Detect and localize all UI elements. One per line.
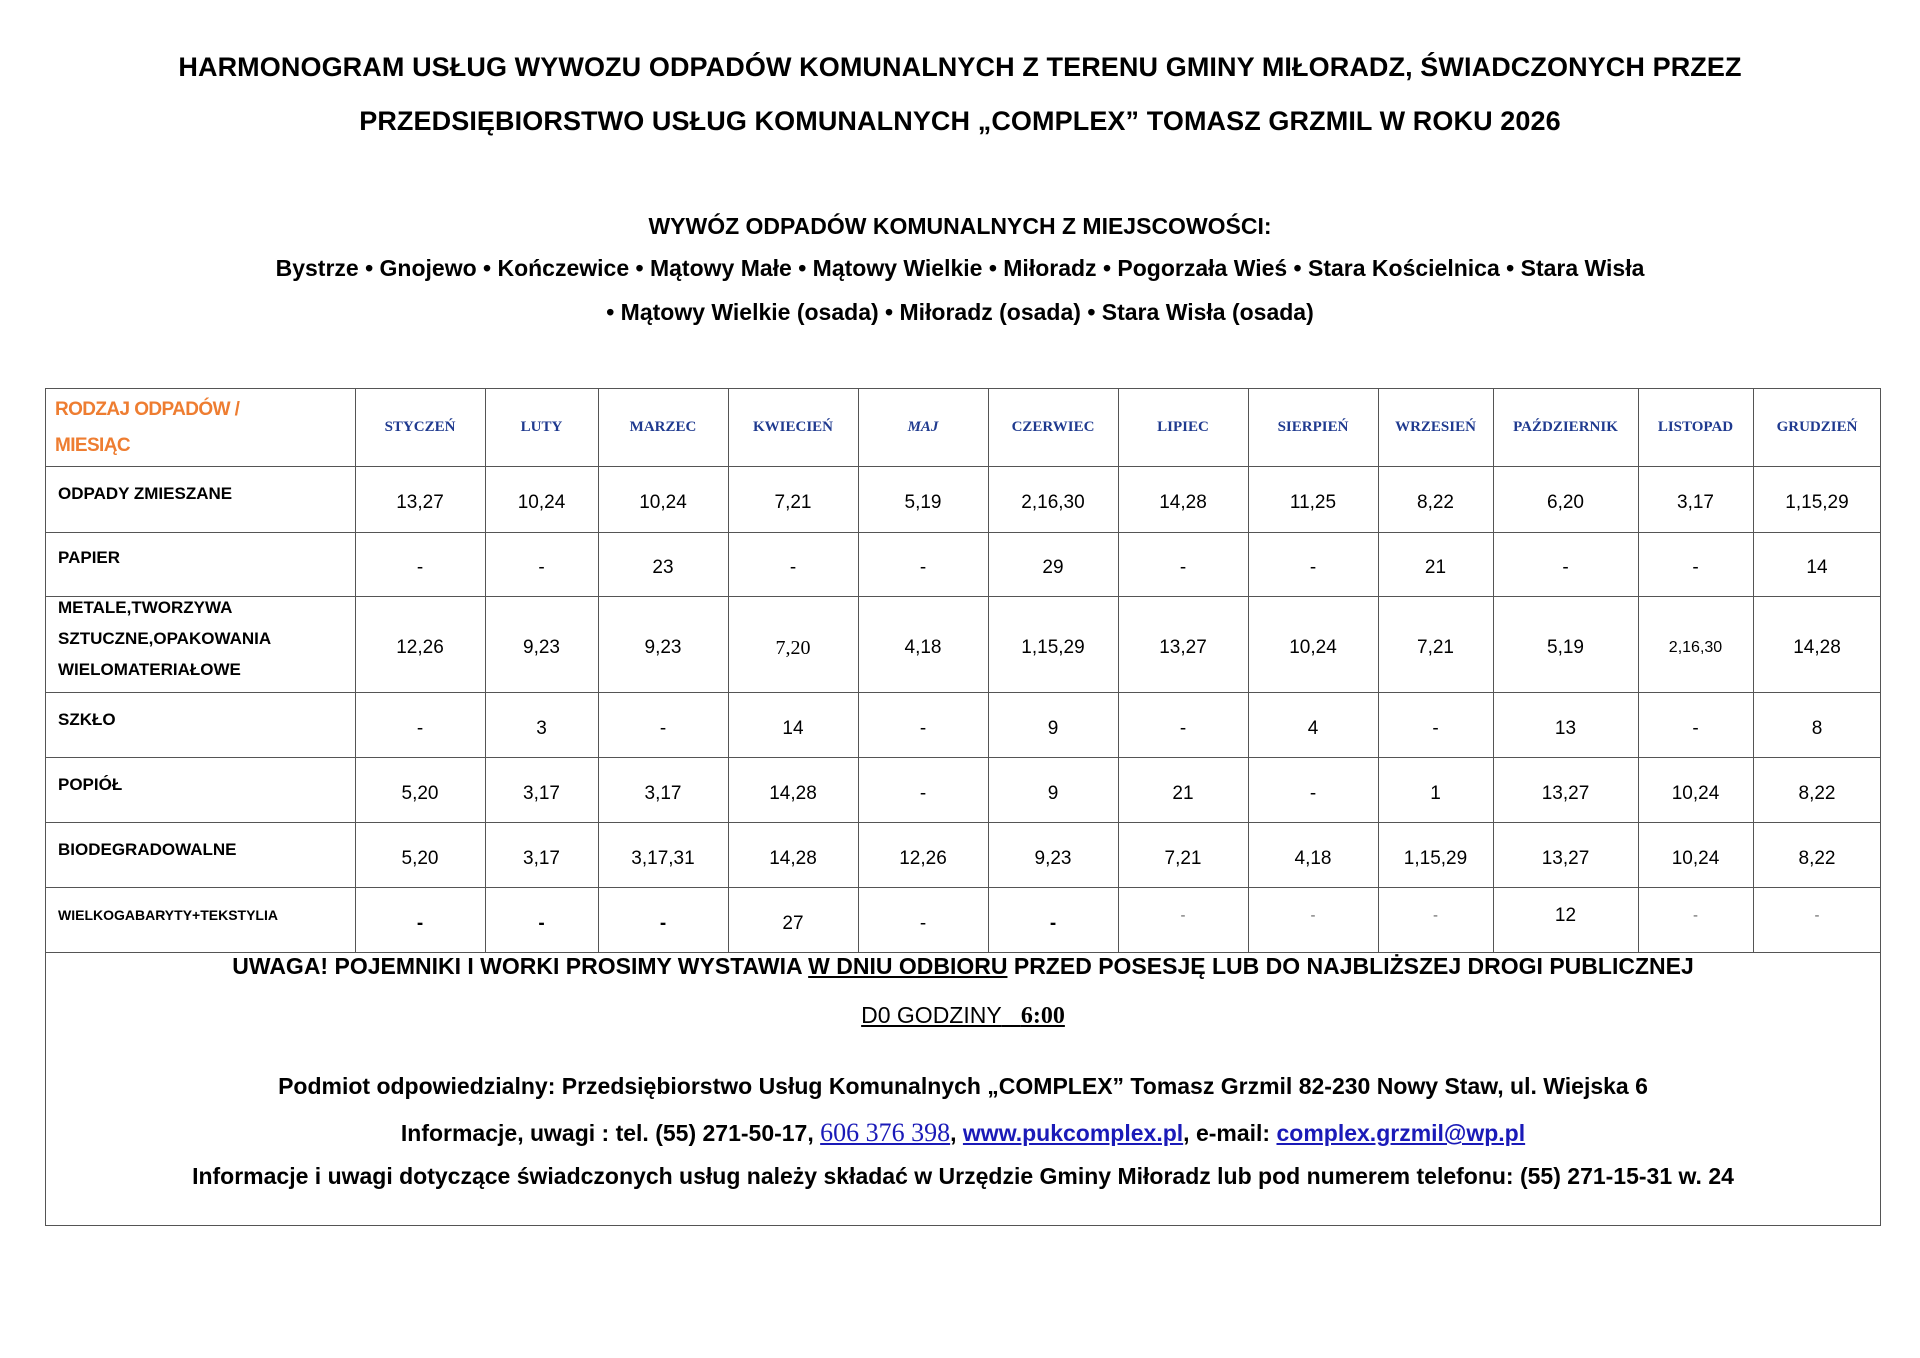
cell-szklo-czerwiec: 9 — [1047, 717, 1059, 739]
cell-popiol-czerwiec: 9 — [1047, 782, 1059, 804]
month-header-czerwiec: CZERWIEC — [1011, 418, 1095, 435]
cell-popiol-maj: - — [919, 782, 927, 804]
cell-papier-kwiecien: - — [789, 557, 797, 578]
cell-szklo-pazdziernik: 13 — [1554, 717, 1577, 739]
cell-wielkogabaryty-czerwiec: - — [1049, 912, 1057, 934]
footer-office-info: Informacje i uwagi dotyczące świadczonych usług należy składać w Urzędzie Gminy Miłoradz lub pod numerem telefonu: (55) 271-15-31 w. 24 — [192, 1163, 1734, 1189]
month-header-lipiec: LIPIEC — [1157, 418, 1209, 435]
cell-szklo-sierpien: 4 — [1307, 717, 1319, 739]
cell-metale-maj: 4,18 — [904, 637, 942, 658]
cell-metale-styczen: 12,26 — [396, 637, 444, 658]
cell-wielkogabaryty-grudzien: - — [1814, 907, 1820, 924]
cell-zmieszane-lipiec: 14,28 — [1159, 492, 1207, 513]
month-header-wrzesien: WRZESIEŃ — [1395, 418, 1476, 435]
cell-papier-luty: - — [538, 557, 545, 578]
footer-contact-line — [45, 1118, 1881, 1148]
document-title-line-2: PRZEDSIĘBIORSTWO USŁUG KOMUNALNYCH „COMPLEX” TOMASZ GRZMIL W ROKU 2026 — [359, 106, 1561, 136]
cell-zmieszane-sierpien: 11,25 — [1289, 492, 1337, 513]
cell-szklo-grudzien: 8 — [1811, 717, 1823, 739]
notice-line-1 — [45, 953, 1881, 980]
cell-papier-czerwiec: 29 — [1042, 557, 1064, 578]
row-label-popiol: POPIÓŁ — [58, 775, 123, 794]
month-header-kwiecien: KWIECIEŃ — [752, 418, 834, 435]
cell-szklo-styczen: - — [416, 717, 424, 739]
email-link[interactable]: complex.grzmil@wp.pl — [1276, 1120, 1526, 1146]
notice-line-2 — [45, 1002, 1881, 1030]
cell-popiol-marzec: 3,17 — [644, 782, 682, 804]
cell-papier-maj: - — [919, 557, 927, 578]
row-divider — [45, 466, 1881, 467]
locations-list-line-1: Bystrze • Gnojewo • Kończewice • Mątowy Małe • Mątowy Wielkie • Miłoradz • Pogorzała Wieś • Stara Kościelnica • Stara Wisła — [275, 255, 1645, 281]
website-link[interactable]: www.pukcomplex.pl — [962, 1120, 1184, 1146]
cell-zmieszane-styczen: 13,27 — [396, 492, 444, 513]
cell-metale-sierpien: 10,24 — [1289, 637, 1337, 658]
row-label-zmieszane: ODPADY ZMIESZANE — [58, 484, 233, 503]
cell-papier-lipiec: - — [1179, 557, 1187, 578]
cell-papier-wrzesien: 21 — [1424, 557, 1447, 578]
footer-separator-1: , — [950, 1120, 963, 1146]
cell-szklo-lipiec: - — [1179, 717, 1187, 739]
cell-wielkogabaryty-listopad: - — [1693, 907, 1698, 924]
corner-header-line-1: RODZAJ ODPADÓW / — [55, 399, 240, 420]
cell-zmieszane-wrzesien: 8,22 — [1417, 492, 1454, 513]
cell-papier-listopad: - — [1692, 557, 1699, 578]
cell-metale-grudzien: 14,28 — [1793, 637, 1841, 658]
cell-zmieszane-luty: 10,24 — [517, 492, 566, 513]
month-header-maj: MAJ — [907, 418, 939, 435]
cell-zmieszane-czerwiec: 2,16,30 — [1021, 492, 1085, 513]
month-header-grudzien: GRUDZIEŃ — [1776, 418, 1858, 435]
footer-responsible-entity: Podmiot odpowiedzialny: Przedsiębiorstwo Usług Komunalnych „COMPLEX” Tomasz Grzmil 82-230 Nowy Staw, ul. Wiejska 6 — [278, 1073, 1648, 1099]
row-label-line: WIELOMATERIAŁOWE — [58, 660, 241, 679]
row-label-line: SZTUCZNE,OPAKOWANIA — [58, 629, 272, 648]
cell-metale-lipiec: 13,27 — [1159, 637, 1207, 658]
cell-szklo-luty: 3 — [536, 717, 547, 739]
phone-link[interactable]: 606 376 398 — [820, 1118, 951, 1147]
cell-popiol-grudzien: 8,22 — [1798, 782, 1836, 804]
cell-szklo-maj: - — [919, 717, 927, 739]
cell-wielkogabaryty-maj: - — [919, 912, 927, 934]
cell-zmieszane-kwiecien: 7,21 — [774, 492, 812, 513]
cell-papier-grudzien: 14 — [1806, 557, 1828, 578]
row-label-wielkogabaryty: WIELKOGABARYTY+TEKSTYLIA — [58, 907, 278, 923]
cell-zmieszane-pazdziernik: 6,20 — [1547, 492, 1584, 513]
cell-papier-sierpien: - — [1309, 557, 1317, 578]
row-label-papier: PAPIER — [58, 548, 121, 567]
month-header-pazdziernik: PAŹDZIERNIK — [1513, 418, 1618, 435]
cell-zmieszane-listopad: 3,17 — [1677, 492, 1714, 513]
cell-szklo-listopad: - — [1692, 717, 1699, 739]
cell-szklo-marzec: - — [659, 717, 667, 739]
cell-metale-pazdziernik: 5,19 — [1547, 637, 1584, 658]
cell-wielkogabaryty-luty: - — [538, 912, 545, 934]
cell-popiol-lipiec: 21 — [1172, 782, 1194, 804]
cell-metale-listopad: 2,16,30 — [1668, 639, 1723, 656]
cell-popiol-luty: 3,17 — [523, 782, 560, 804]
cell-wielkogabaryty-wrzesien: - — [1433, 907, 1438, 924]
notice-text-start: UWAGA! POJEMNIKI I WORKI PROSIMY WYSTAWIA — [232, 953, 809, 979]
cell-bio-listopad: 10,24 — [1671, 847, 1720, 869]
cell-zmieszane-grudzien: 1,15,29 — [1785, 492, 1849, 513]
month-header-listopad: LISTOPAD — [1657, 418, 1734, 435]
cell-bio-sierpien: 4,18 — [1294, 847, 1332, 869]
notice-time: 6:00 — [1020, 1003, 1065, 1029]
cell-papier-pazdziernik: - — [1562, 557, 1569, 578]
cell-szklo-wrzesien: - — [1432, 717, 1439, 739]
notice-time-prefix: D0 GODZINY — [861, 1002, 1002, 1028]
cell-wielkogabaryty-pazdziernik: 12 — [1554, 904, 1577, 926]
cell-bio-luty: 3,17 — [523, 847, 560, 869]
cell-bio-kwiecien: 14,28 — [769, 847, 817, 869]
corner-header-line-2: MIESIĄC — [55, 435, 130, 456]
row-label-line: METALE,TWORZYWA — [58, 598, 233, 617]
cell-bio-maj: 12,26 — [899, 847, 947, 869]
cell-wielkogabaryty-sierpien: - — [1310, 907, 1316, 924]
notice-text-end: PRZED POSESJĘ LUB DO NAJBLIŻSZEJ DROGI PUBLICZNEJ — [1007, 953, 1694, 979]
month-header-styczen: STYCZEŃ — [384, 418, 456, 435]
cell-metale-czerwiec: 1,15,29 — [1021, 637, 1085, 658]
cell-bio-styczen: 5,20 — [401, 847, 439, 869]
row-label-szklo: SZKŁO — [58, 710, 116, 729]
footer-contact-prefix: Informacje, uwagi : tel. (55) 271-50-17, — [400, 1120, 821, 1146]
cell-wielkogabaryty-marzec: - — [659, 912, 667, 934]
cell-bio-czerwiec: 9,23 — [1034, 847, 1072, 869]
row-label-bio: BIODEGRADOWALNE — [58, 840, 237, 859]
cell-popiol-pazdziernik: 13,27 — [1541, 782, 1590, 804]
month-header-sierpien: SIERPIEŃ — [1277, 418, 1349, 435]
cell-papier-marzec: 23 — [652, 557, 674, 578]
locations-heading: WYWÓZ ODPADÓW KOMUNALNYCH Z MIEJSCOWOŚCI: — [648, 213, 1272, 239]
cell-papier-styczen: - — [416, 557, 424, 578]
notice-underlined-text: W DNIU ODBIORU — [808, 953, 1008, 979]
cell-zmieszane-maj: 5,19 — [904, 492, 942, 513]
row-label-metale — [58, 592, 358, 685]
cell-bio-pazdziernik: 13,27 — [1541, 847, 1590, 869]
cell-metale-wrzesien: 7,21 — [1417, 637, 1454, 658]
cell-popiol-kwiecien: 14,28 — [769, 782, 817, 804]
cell-popiol-sierpien: - — [1309, 782, 1317, 804]
cell-bio-marzec: 3,17,31 — [631, 847, 695, 869]
cell-wielkogabaryty-styczen: - — [416, 912, 424, 934]
cell-wielkogabaryty-lipiec: - — [1180, 907, 1186, 924]
cell-popiol-listopad: 10,24 — [1671, 782, 1720, 804]
cell-zmieszane-marzec: 10,24 — [639, 492, 687, 513]
footer-separator-2: , e-mail: — [1183, 1120, 1277, 1146]
cell-popiol-wrzesien: 1 — [1430, 782, 1441, 804]
cell-bio-wrzesien: 1,15,29 — [1403, 847, 1468, 869]
cell-metale-luty: 9,23 — [523, 637, 560, 658]
cell-metale-kwiecien: 7,20 — [775, 636, 811, 659]
cell-metale-marzec: 9,23 — [644, 637, 682, 658]
month-header-marzec: MARZEC — [629, 418, 697, 435]
cell-popiol-styczen: 5,20 — [401, 782, 439, 804]
cell-wielkogabaryty-kwiecien: 27 — [782, 912, 804, 934]
locations-list-line-2: • Mątowy Wielkie (osada) • Miłoradz (osada) • Stara Wisła (osada) — [606, 299, 1314, 325]
month-header-luty: LUTY — [520, 418, 563, 435]
document-title-line-1: HARMONOGRAM USŁUG WYWOZU ODPADÓW KOMUNALNYCH Z TERENU GMINY MIŁORADZ, ŚWIADCZONYCH PRZEZ — [178, 52, 1742, 82]
cell-szklo-kwiecien: 14 — [782, 717, 804, 739]
corner-header — [55, 392, 345, 464]
cell-bio-grudzien: 8,22 — [1798, 847, 1836, 869]
cell-bio-lipiec: 7,21 — [1164, 847, 1202, 869]
